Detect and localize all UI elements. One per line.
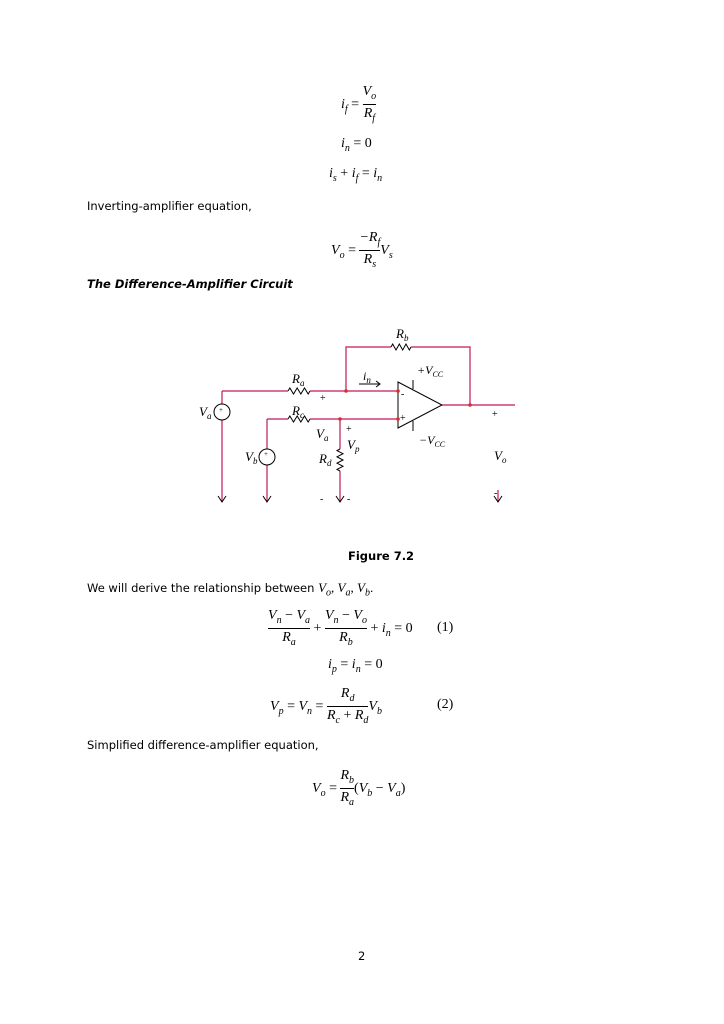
minus-rd-bottom: - <box>347 494 351 505</box>
resistor-rb <box>391 344 411 350</box>
minus-va-node: - <box>320 494 324 505</box>
label-vb-source: $V_b$ <box>245 449 258 466</box>
plus-rd-top: + <box>346 424 352 435</box>
figure-caption: Figure 7.2 <box>348 549 415 563</box>
page-number: 2 <box>358 949 366 963</box>
junction-dot-3 <box>468 403 472 407</box>
plus-vb-source: + <box>264 450 268 458</box>
label-ra: $R_a$ <box>292 371 305 388</box>
label-va-source: $V_a$ <box>199 404 212 421</box>
difference-amplifier-circuit <box>190 320 530 520</box>
label-rd: $R_d$ <box>319 451 332 468</box>
junction-dot-2 <box>338 417 342 421</box>
equation-kcl: $i_s + i_f = i_n$ <box>329 166 383 184</box>
minus-opamp-in: - <box>401 389 405 400</box>
plus-output: + <box>492 409 498 420</box>
label-rb: $R_b$ <box>396 326 409 343</box>
label-rc: $R_c$ <box>292 403 304 420</box>
equation-2-number: (2) <box>437 697 454 712</box>
simplified-label: Simplified difference-amplifier equation, <box>87 738 319 752</box>
label-in: $i_n$ <box>363 369 371 385</box>
equation-final: $V_o$ = $\frac{R_b}{R_a}$ $(V_b - V_a)$ <box>312 768 406 808</box>
label-va-node: $V_a$ <box>316 426 329 443</box>
resistor-rd <box>337 449 343 471</box>
equation-in-zero: $i_n = 0$ <box>341 136 372 154</box>
label-vo: $V_o$ <box>494 448 507 465</box>
plus-va-source: + <box>219 406 223 414</box>
equation-inverting-amp: $V_o$ = $\frac{-R_f}{R_s}$ $V_s$ <box>331 230 393 270</box>
resistor-ra <box>288 388 310 394</box>
label-vp: $V_p$ <box>347 437 360 454</box>
section-heading: The Difference-Amplifier Circuit <box>87 277 293 291</box>
derive-sentence: We will derive the relationship between $V_o$, $V_a$, $V_b$. <box>87 580 374 599</box>
junction-dot-4 <box>396 389 400 393</box>
junction-dot-1 <box>344 389 348 393</box>
equation-ip: $i_p = i_n = 0$ <box>328 657 383 675</box>
inverting-label: Inverting-amplifier equation, <box>87 199 252 213</box>
equation-1-number: (1) <box>437 620 454 635</box>
plus-ra: + <box>320 393 326 404</box>
minus-output: - <box>494 488 498 499</box>
equation-1: $\frac{V_n - V_a}{R_a}$ + $\frac{V_n - V_o}{R_b}$ + $i_n = 0$ <box>268 608 413 648</box>
plus-opamp-in: + <box>400 413 406 424</box>
equation-if: $i_f$ = $\frac{V_o}{R_f}$ <box>341 84 377 124</box>
label-vcc-neg: $-V_{CC}$ <box>419 433 446 449</box>
label-vcc-pos: $+V_{CC}$ <box>417 363 444 379</box>
equation-2: $V_p = V_n$ = $\frac{R_d}{R_c + R_d}$ $V_b$ <box>270 686 382 726</box>
